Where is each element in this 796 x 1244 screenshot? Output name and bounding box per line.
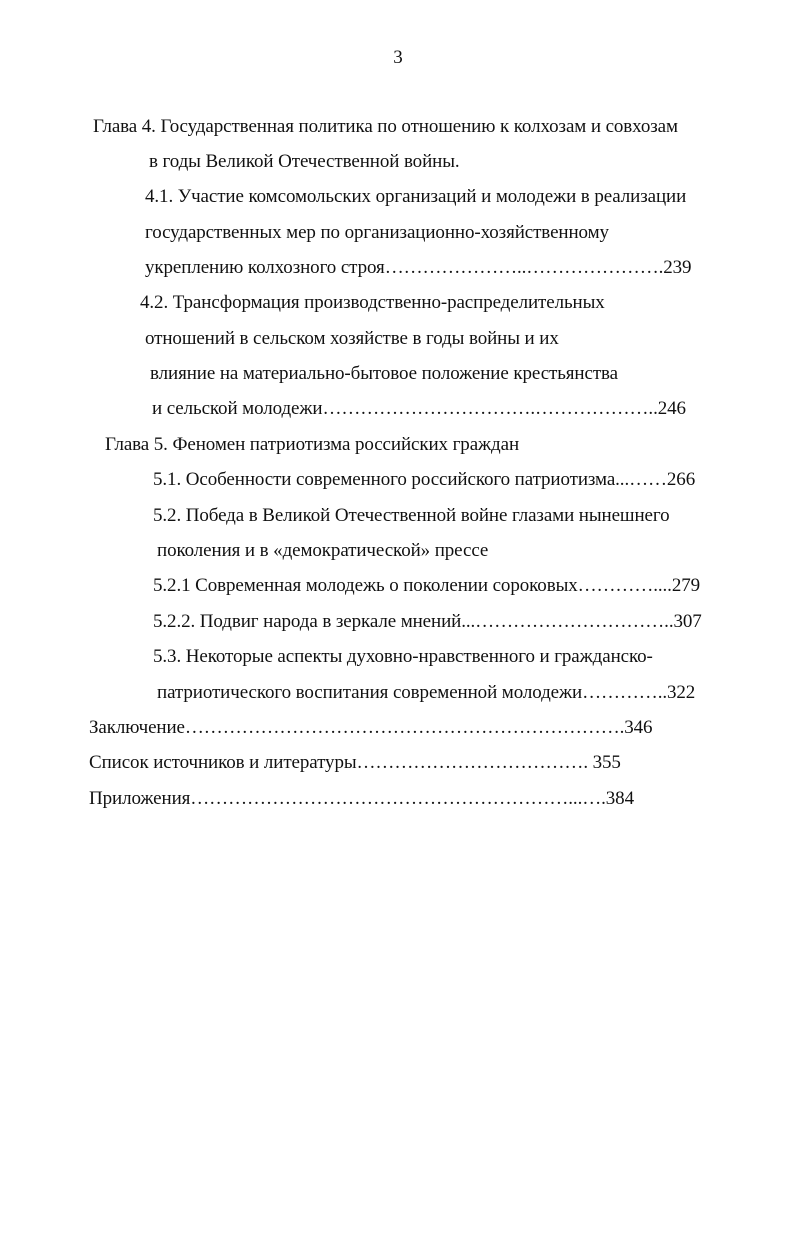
toc-section-5-2-1: 5.2.1 Современная молодежь о поколении сороковых…………....279 [153,575,701,596]
toc-section-4-2-line-2: отношений в сельском хозяйстве в годы войны и их [145,328,559,349]
toc-appendices: Приложения……………………………………………………...….384 [89,788,634,809]
toc-chapter-4-title-line-2: в годы Великой Отечественной войны. [149,151,460,172]
toc-section-4-2-line-3: влияние на материально-бытовое положение крестьянства [150,363,618,384]
toc-section-5-3-line-1: 5.3. Некоторые аспекты духовно-нравственного и гражданско- [153,646,653,667]
toc-section-4-2-line-1: 4.2. Трансформация производственно-распределительных [140,292,605,313]
toc-section-5-1: 5.1. Особенности современного российского патриотизма...……266 [153,469,696,490]
toc-section-5-3-line-2: патриотического воспитания современной молодежи…………..322 [157,682,696,703]
toc-section-4-2-line-4: и сельской молодежи…………………………….………………..246 [152,398,686,419]
toc-sources-and-literature: Список источников и литературы………………………………. 355 [89,752,621,773]
toc-section-5-2-2: 5.2.2. Подвиг народа в зеркале мнений...…………………………..307 [153,611,702,632]
toc-section-4-1-line-2: государственных мер по организационно-хозяйственному [145,222,609,243]
toc-chapter-4-title-line-1: Глава 4. Государственная политика по отношению к колхозам и совхозам [93,116,678,137]
toc-section-5-2-line-1: 5.2. Победа в Великой Отечественной войне глазами нынешнего [153,505,670,526]
toc-section-5-2-line-2: поколения и в «демократической» прессе [157,540,489,561]
toc-section-4-1-line-3: укреплению колхозного строя…………………..………………….239 [145,257,692,278]
toc-conclusion: Заключение…………………………………………………………….346 [89,717,653,738]
toc-section-4-1-line-1: 4.1. Участие комсомольских организаций и молодежи в реализации [145,186,687,207]
page-number: 3 [393,47,403,68]
toc-chapter-5-title: Глава 5. Феномен патриотизма российских граждан [105,434,520,455]
